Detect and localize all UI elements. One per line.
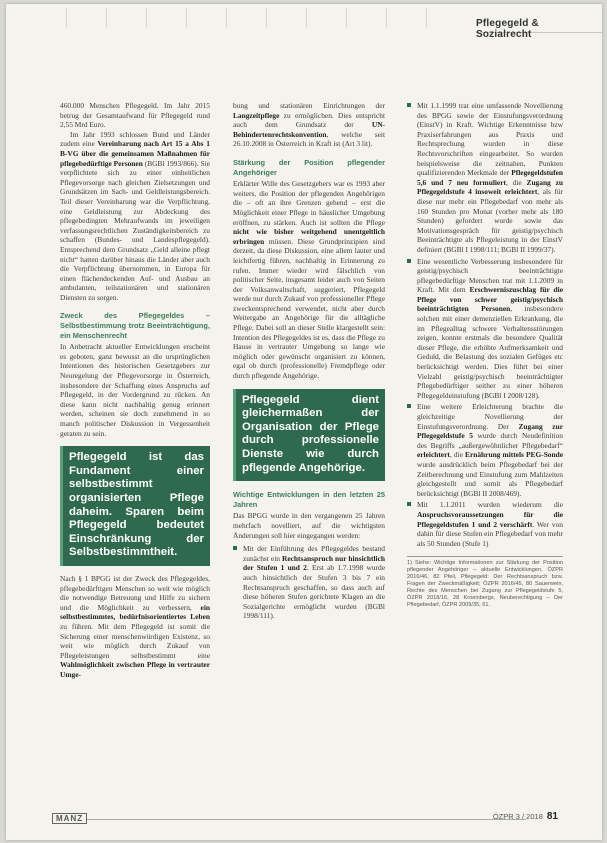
- paragraph-text: (BGBl 1993/866). Sie verpflichtete sich zu einer einheitlichen Pflegevorsorge nach gleichen Zielsetzungen und Grundsätzen im Sach- und Geldleistungsbereich. Teil dieser Vereinbarung war die Verpflichtung, eine Geldleistung zur Abdeckung des pflegebedingten Mehraufwands im jeweiligen verfassungsrechtlichen Zuständigkeitsbereich zu schaffen (Bundes- und Landespflegegeld). Entsprechend dem Grundsatz „Geld alleine pflegt nicht“ hatten darüber hinaus die Länder aber auch die Verpflichtung übernommen, in Europa für einen flächendeckenden Auf- und Ausbau an ambulanten, teilstationären und stationären Diensten zu sorgen.: [60, 158, 210, 302]
- text-column-1: [60, 101, 210, 679]
- text-column-2: [233, 101, 385, 623]
- list-item: [233, 544, 385, 621]
- list-item-text: Eine wesentliche Verbesserung insbesondere für geistig/psychisch beeinträchtigte pflegebedürftige Menschen trat mit 1.1.2009 in Kraft. Mit dem: [417, 256, 563, 295]
- paragraph: [60, 101, 210, 130]
- emphasis-text: Vereinbarung nach Art 15 a Abs 1 B-VG über die gemeinsamen Maßnahmen für pflegebedürftige Personen: [60, 139, 210, 168]
- list-item: [407, 101, 563, 255]
- section-title: Pflegegeld & Sozialrecht: [476, 18, 539, 40]
- publisher-logo: MANZ: [52, 813, 87, 824]
- list-item-text: , als für diese nur mehr ein Pflegebedarf von mehr als 160 Stunden pro Monat (vorher mehr als 180 Stunden) gefordert wurde sowie das Motivationsgespräch für geistig/psychisch Beeinträchtigte als Pflegeleistung in der EinstV definiert (BGBl I 1998/111; BGBl II 1999/37).: [417, 187, 563, 254]
- list-item: [407, 500, 563, 548]
- paragraph-text: Im Jahr 1993 schlossen Bund und Länder zudem eine: [60, 129, 210, 149]
- list-item: [407, 402, 563, 498]
- paragraph-text: , welche seit 26.10.2008 in Österreich in Kraft ist (Art 3 lit).: [233, 129, 385, 149]
- document-page: [6, 4, 602, 840]
- paragraph-text: In Anbetracht aktueller Entwicklungen erscheint es geboten, ganz bewusst an die ursprünglichen Intentionen des historischen Gesetzgebers zur Neuregelung der Pflegevorsorge in Österreich, insbesondere der Schaffung eines Anspruchs auf Pflegegeld, in der Vordergrund zu rücken. An diese kann nicht nachhaltig genug erinnert werden, scheinen sie doch zunehmend in so manch politischer Diskussion in Vergessenheit geraten zu sein.: [60, 342, 210, 438]
- paragraph-text: bung und stationären Einrichtungen der: [233, 101, 385, 110]
- list-item-text: Mit 1.1.2011 wurden wiederum die: [417, 500, 563, 510]
- list-item: [407, 257, 563, 401]
- list-item-text: , die: [449, 450, 466, 460]
- paragraph: [233, 101, 385, 149]
- emphasis-text: Langzeitpflege: [233, 110, 280, 120]
- list-item-text: wurde ausdrücklich beim Pflegebedarf bei der Zeitberechnung und Einstufung zum Mahlzeiten gleichgestellt und somit als Pflegebedarf berücksichtigt (BGBl II 2008/469).: [417, 459, 563, 498]
- list-item-text: Eine weitere Erleichterung brachte die gleichzeitige Novellierung der Einstufungsverordnung. Der: [417, 402, 563, 431]
- list-item-text: . Wer von dahin für diese Stufen ein Pflegebedarf von mehr als 50 Stunden (Stufe 1): [417, 519, 563, 548]
- footnote: 1) Siehe: Wichtige Informationen zur Stärkung der Position pflegender Angehöriger – aktuelle Entwicklungen, ÖZPR 2016/46, 82 Pfeil, Pflegegeld: Der Rechtsanspruch bzw. Fragen der Zweckmäßigkeit; ÖZPR 2016/45, 80 Sauerwein, Rechte des Menschen bei Zugang zur Pflegegeldstufe 5, ÖZPR 2018/16, 28 Kroeinbergs, Neuberechtigung – Der Pflegebedarf, ÖZPR 2009/35, 61.: [407, 556, 563, 609]
- list-item-text: , insbesondere solchen mit einer demenziellen Erkrankung, die im Pflegealltag schwere Verhaltensstörungen zeigen, konnte erstmals die besondere Qualität dieser Pflege, die erhöhte Aufmerksamkeit und Geduld, die Belastung des sozialen Gefüges etc berücksichtigt werden. Dies führt bei einer Vielzahl geistig/psychisch beeinträchtigter Pflegebedürftiger seither zu einer höheren Pflegegeldeinstufung (BGBl I 2008/128).: [417, 304, 563, 400]
- emphasis-text: ein selbstbestimmtes, bedürfnisorientiertes Leben: [60, 602, 210, 622]
- subheading: Wichtige Entwicklungen in den letzten 25 Jahren: [233, 490, 385, 509]
- emphasis-text: Zugang zu Pflegegeldstufe 4 insoweit erleichtert: [417, 177, 563, 197]
- list-item-text: wurde durch Neudefinition des Begriffs „außergewöhnlicher Pflegebedarf“: [417, 431, 563, 450]
- paragraph-text: 460.000 Menschen Pflegegeld. Im Jahr 2015 betrug der Gesamtaufwand für Pflegegeld rund 2,55 Mrd Euro.: [60, 101, 210, 130]
- emphasis-text: Zugang zur Pflegegeldstufe 5: [417, 421, 563, 441]
- emphasis-text: Pflegegeldstufen 5,6 und 7 neu formuliert: [417, 168, 563, 187]
- paragraph-text: Nach § 1 BPGG ist der Zweck des Pflegegeldes, pflegebedürftigen Menschen so weit wie möglich die notwendige Betreuung und Hilfe zu sichern und die Möglichkeit zu verbessern,: [60, 573, 210, 612]
- pull-quote: Pflegegeld ist das Fundament einer selbstbestimmt organisierten Pflege daheim. Sparen beim Pflegegeld bedeutet Einschränkung der Selbstbestimmtheit.: [60, 446, 210, 566]
- list-item-text: . Erst ab 1.7.1998 wurde auch hinsichtlich der Stufen 3 bis 7 ein Rechtsanspruch geschaffen, so dass auch auf diese höheren Stufen gerichtete Klagen an die Sozialgerichte ermöglicht wurden (BGBl 1998/111).: [243, 563, 385, 621]
- bullet-list: [233, 544, 385, 621]
- bullet-icon: [407, 103, 411, 107]
- issue-label: ÖZPR 3 / 2018: [492, 812, 543, 821]
- list-item-text: Mit 1.1.1999 trat eine umfassende Novellierung des BPGG sowie der Einstufungsverordnung (EinstV) in Kraft. Wichtige Erkenntnisse bzw Praxiserfahrungen aus Praxis und Rechtsprechung wurden in diese Rechtsvorschriften eingearbeitet. So wurden beispielsweise die zeitnahen, Punkten qualifizierenden Merkmale der: [417, 101, 563, 178]
- text-column-3: [407, 101, 563, 609]
- tab-divider: [146, 8, 155, 28]
- emphasis-text: Rechtsanspruch nur hinsichtlich der Stufen 1 und 2: [243, 553, 385, 573]
- list-item-text: , die: [505, 177, 527, 187]
- issue-info: [493, 811, 558, 822]
- tab-divider: [346, 8, 355, 28]
- footer-rule: [86, 819, 526, 820]
- bullet-icon: [233, 546, 237, 550]
- page-number: 81: [546, 811, 558, 822]
- emphasis-text: nicht wie bisher weitgehend unentgeltlich erbringen: [233, 227, 385, 246]
- section-header: [476, 10, 602, 40]
- paragraph-text: zu führen. Mit dem Pflegegeld ist somit die Sicherung einer menschenwürdigen Existenz, so weit wie möglich durch Zukauf von Pflegeleistungen selbstbestimmt eine: [60, 621, 210, 660]
- paragraph: [60, 342, 210, 438]
- paragraph-text: Das BPGG wurde in den vergangenen 25 Jahren mehrfach novelliert, auf die wichtigsten Änderungen soll hier eingegangen werden:: [233, 511, 385, 540]
- paragraph: [233, 511, 385, 540]
- bullet-list: [407, 101, 563, 548]
- bullet-icon: [407, 404, 411, 408]
- paragraph-text: müssen. Diese Grundprinzipien sind derzeit, da diese Diskussion, eine allem lauter und leichtfertig führen, nachhaltig in Erinnerung zu rufen. Immer wieder wird fälschlich von politischer Seite, insgesamt leider auch von Seiten der Volksanwaltschaft, suggeriert, Pflegegeld werde nur durch Zukauf von professioneller Pflege zweckentsprechend verwendet, nicht aber durch Weitergabe an Angehörige für die alltägliche Pflege. Dabei soll an dieser Stelle klargestellt sein: Intention des Pflegegeldes ist es, dass die Pflege zu Hause in vertrauter Umgebung so lange wie möglich oder gewünscht organisiert zu können, egal ob durch (professionelle) Fremdpflege oder durch pflegende Angehörige.: [233, 236, 385, 381]
- paragraph: [60, 130, 210, 303]
- tab-divider: [426, 8, 435, 28]
- emphasis-text: erleichtert: [417, 450, 450, 460]
- emphasis-text: UN-Behindertenrechtskonvention: [233, 120, 385, 139]
- subheading: Zweck des Pflegegeldes – Selbstbestimmung trotz Beeinträchtigung, ein Menschenrecht: [60, 311, 210, 340]
- tab-divider: [306, 8, 315, 28]
- tab-divider: [266, 8, 275, 28]
- emphasis-text: Anspruchsvoraussetzungen für die Pflegegeldstufen 1 und 2 verschärft: [417, 509, 563, 529]
- emphasis-text: Ernährung mittels PEG-Sonde: [465, 450, 563, 460]
- tab-divider: [106, 8, 115, 28]
- page-edge-tabs: [6, 4, 476, 32]
- tab-divider: [186, 8, 195, 28]
- pull-quote: Pflegegeld dient gleichermaßen der Organisation der Pflege durch professionelle Dienste wie durch pflegende Angehörige.: [233, 389, 385, 482]
- bullet-icon: [407, 259, 411, 263]
- paragraph: [60, 574, 210, 680]
- tab-divider: [386, 8, 395, 28]
- tab-divider: [226, 8, 235, 28]
- bullet-icon: [407, 502, 411, 506]
- paragraph: [233, 179, 385, 380]
- paragraph-text: Erklärter Wille des Gesetzgebers war es 1993 aber weiters, die Position der pflegenden Angehörigen die – oft an ihre Grenzen gehend – erst die Möglichkeit einer Pflege in häuslicher Umgebung eröffnen, zu stärken. Auch ist sollten die Pflege: [233, 179, 385, 227]
- emphasis-text: Erschwerniszuschlag für die Pflege von schwer geistig/psychisch beeinträchtigten Personen: [417, 285, 563, 314]
- emphasis-text: Wahlmöglichkeit zwischen Pflege in vertrauter Umge-: [60, 660, 210, 679]
- paragraph-text: zu ermöglichen. Dies entspricht auch dem Grundsatz der: [233, 110, 385, 130]
- subheading: Stärkung der Position pflegender Angehöriger: [233, 157, 385, 177]
- list-item-text: Mit der Einführung des Pflegegeldes bestand zunächst ein: [243, 544, 385, 563]
- tab-divider: [66, 8, 75, 28]
